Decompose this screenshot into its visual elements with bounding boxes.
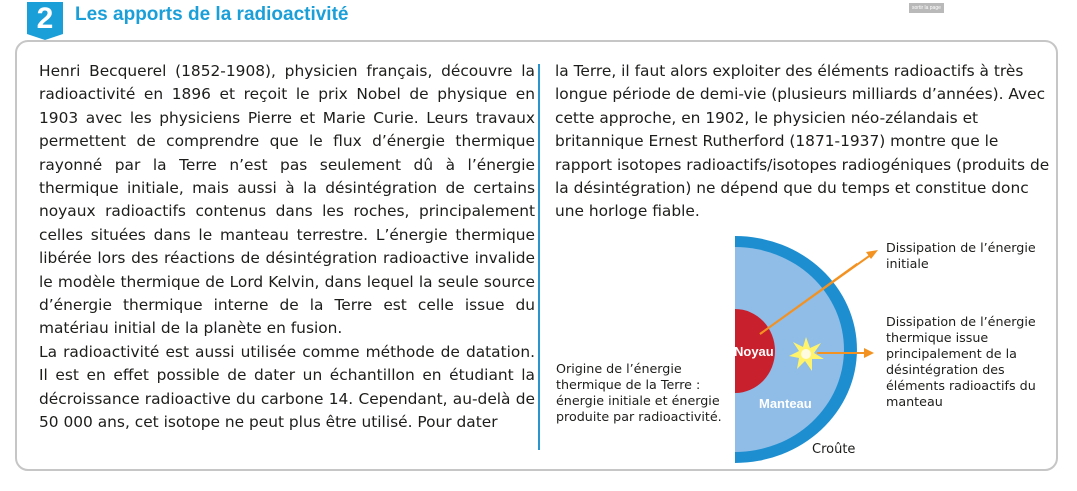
column-divider bbox=[538, 64, 540, 450]
paragraph-becquerel: Henri Becquerel (1852-1908), physicien français, découvre la radioactivité en 1896 et reçoit le prix Nobel de physique en 1903 avec les physiciens Pierre et Marie Curie. Leurs travaux permettent de comprendre que le flux d’énergie thermique rayonné par la Terre n’est pas seulement dû à l’énergie thermique initiale, mais aussi à la désintégration de certains noyaux radioactifs contenus dans les roches, principalement celles situées dans le manteau terrestre. L’énergie thermique libérée lors des réactions de désintégration radioactive invalide le modèle thermique de Lord Kelvin, dans lequel la seule source d’énergie thermique interne de la Terre est celle issue du matériau initial de la planète en fusion. bbox=[39, 62, 535, 338]
energy-origin-label: Origine de l’énergie thermique de la Terre : énergie initiale et énergie produite par radioactivité. bbox=[556, 361, 722, 424]
paragraph-datation: La radioactivité est aussi utilisée comme méthode de datation. Il est en effet possible de dater un échantillon en étudiant la décroissance radioactive du carbone 14. Cependant, au-delà de 50 000 ans, cet isotope ne peut plus être utilisé. Pour dater bbox=[39, 342, 535, 432]
mantle-label: Manteau bbox=[759, 396, 812, 411]
section-number: 2 bbox=[36, 2, 54, 35]
dissipation-radioactive-label: Dissipation de l’énergie thermique issue principalement de la désintégration des éléments radioactifs du manteau bbox=[886, 314, 1036, 409]
section-title: Les apports de la radioactivité bbox=[75, 4, 349, 25]
dissipation-initial-label: Dissipation de l’énergie initiale bbox=[886, 240, 1036, 271]
page-tag[interactable]: sortir la page bbox=[909, 3, 944, 13]
left-column bbox=[39, 60, 535, 435]
paragraph-rutherford: la Terre, il faut alors exploiter des éléments radioactifs à très longue période de demi-vie (plusieurs milliards d’années). Avec cette approche, en 1902, le physicien néo-zélandais et britannique Ernest Rutherford (1871-1937) montre que le rapport isotopes radioactifs/isotopes radiogéniques (produits de la désintégration) ne dépend que du temps et constitue donc une horloge fiable. bbox=[555, 62, 1050, 221]
crust-label: Croûte bbox=[812, 442, 856, 457]
right-column bbox=[555, 60, 1053, 224]
core-label: Noyau bbox=[734, 344, 774, 359]
